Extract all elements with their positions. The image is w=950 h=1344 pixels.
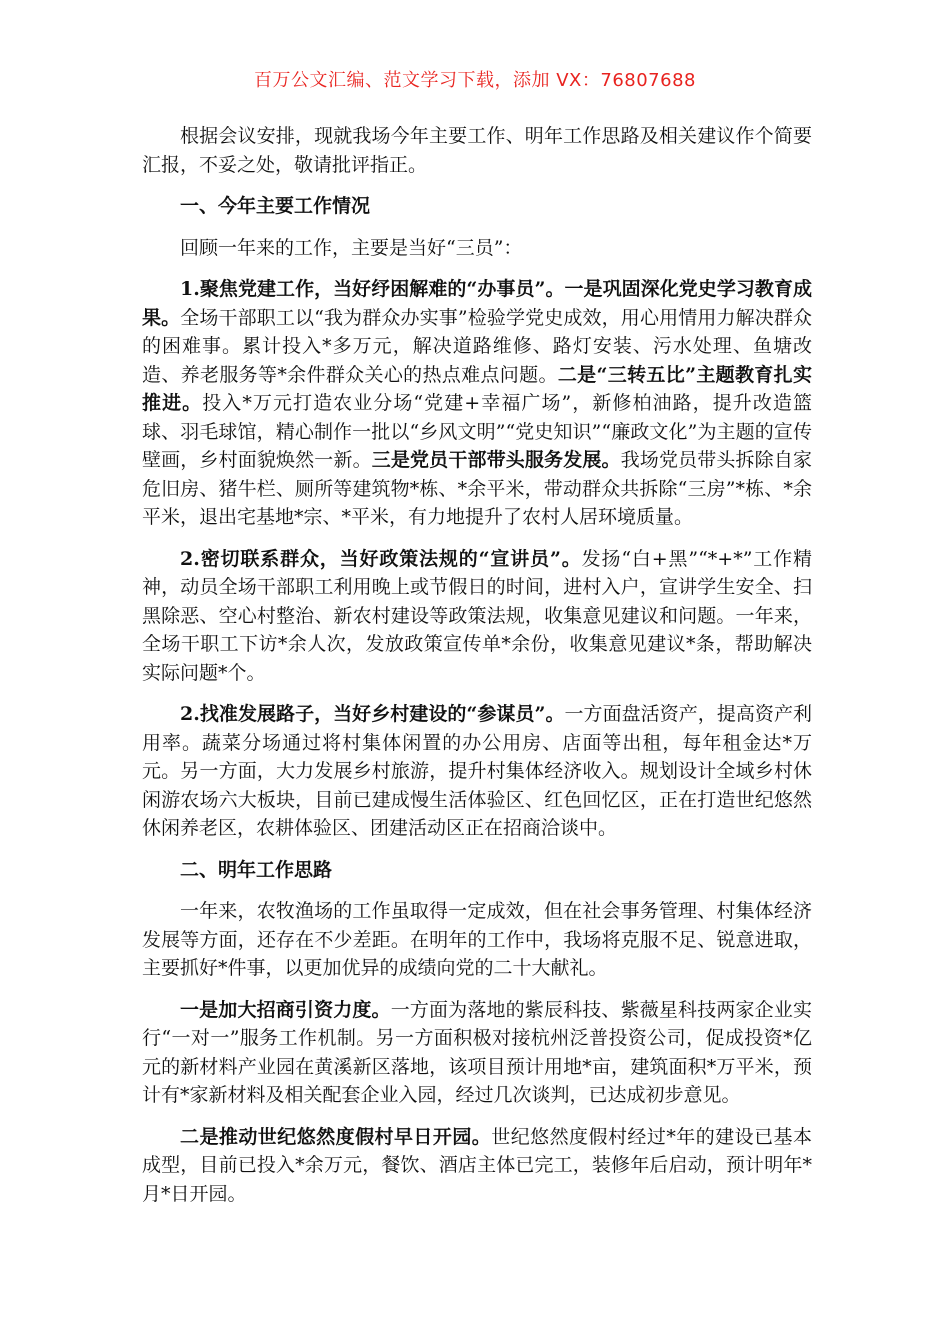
plan1-title: 一是加大招商引资力度。 (180, 998, 391, 1021)
plan1-text: 一方面为落地的紫辰科技、紫薇星科技两家企业实行“一对一”服务工作机制。另一方面积极对接杭州泛普投资公司，促成投资*亿元的新材料产业园在黄溪新区落地，该项目预计用地*亩，建筑面积*万平米，预计有*家新材料及相关配套企业入园，经过几次谈判，已达成初步意见。 (142, 998, 812, 1106)
plan1-paragraph (142, 996, 812, 1110)
item3-paragraph (142, 700, 812, 843)
item2-paragraph (142, 545, 812, 688)
item1-s2-text: 投入*万元打造农业分场“党建+幸福广场”，新修柏油路，提升改造篮球、羽毛球馆，精心制作一批以“乡风文明”“党史知识”“廉政文化”为主题的宣传壁画，乡村面貌焕然一新。 (142, 392, 812, 471)
item1-s3-bold: 三是党员干部带头服务发展。 (371, 449, 621, 471)
item3-title: 2.找准发展路子，当好乡村建设的“参谋员”。 (180, 703, 565, 725)
section-heading-1: 一、今年主要工作情况 (180, 195, 371, 217)
item1-paragraph (142, 275, 812, 532)
document-body (142, 122, 812, 1221)
item1-s1-bold: 一是巩固深化党史学习教育成果。 (142, 278, 812, 329)
item1-s1-text: 全场干部职工以“我为群众办实事”检验学党史成效，用心用情用力解决群众的困难事。累计投入*多万元，解决道路维修、路灯安装、污水处理、鱼塘改造、养老服务等*余件群众关心的热点难点问题。 (142, 306, 812, 386)
item3-text: 一方面盘活资产，提高资产利用率。蔬菜分场通过将村集体闲置的办公用房、店面等出租，每年租金达*万元。另一方面，大力发展乡村旅游，提升村集体经济收入。规划设计全域乡村休闲游农场六大板块，目前已建成慢生活体验区、红色回忆区，正在打造世纪悠然休闲养老区，农耕体验区、团建活动区正在招商洽谈中。 (142, 703, 812, 839)
item2-title: 2.密切联系群众，当好政策法规的“宣讲员”。 (180, 547, 582, 570)
plan2-paragraph (142, 1123, 812, 1209)
watermark-header: 百万公文汇编、范文学习下载，添加 VX：76807688 (254, 70, 696, 91)
intro-paragraph: 根据会议安排，现就我场今年主要工作、明年工作思路及相关建议作个简要汇报，不妥之处，敬请批评指正。 (142, 125, 812, 176)
plan2-text: 世纪悠然度假村经过*年的建设已基本成型，目前已投入*余万元，餐饮、酒店主体已完工，装修年后启动，预计明年*月*日开园。 (142, 1125, 812, 1205)
item2-text: 发扬“白+黑”“*+*”工作精神，动员全场干部职工利用晚上或节假日的时间，进村入户，宣讲学生安全、扫黑除恶、空心村整治、新农村建设等政策法规，收集意见建议和问题。一年来，全场干职工下访*余人次，发放政策宣传单*余份，收集意见建议*条，帮助解决实际问题*个。 (142, 547, 812, 684)
item1-s3-text: 我场党员带头拆除自家危旧房、猪牛栏、厕所等建筑物*栋、*余平米，带动群众共拆除“三房”*栋、*余平米，退出宅基地*宗、*平米，有力地提升了农村人居环境质量。 (142, 449, 812, 528)
item1-s2-bold: 二是“三转五比”主题教育扎实推进。 (142, 363, 812, 414)
plan2-title: 二是推动世纪悠然度假村早日开园。 (180, 1125, 492, 1148)
item1-title: 1.聚焦党建工作，当好纾困解难的“办事员”。 (180, 278, 565, 300)
section2-intro: 一年来，农牧渔场的工作虽取得一定成效，但在社会事务管理、村集体经济发展等方面，还存在不少差距。在明年的工作中，我场将克服不足、锐意进取，主要抓好*件事，以更加优异的成绩向党的二十大献礼。 (142, 900, 812, 979)
section-heading-2: 二、明年工作思路 (180, 858, 333, 881)
section1-intro: 回顾一年来的工作，主要是当好“三员”： (180, 236, 523, 259)
